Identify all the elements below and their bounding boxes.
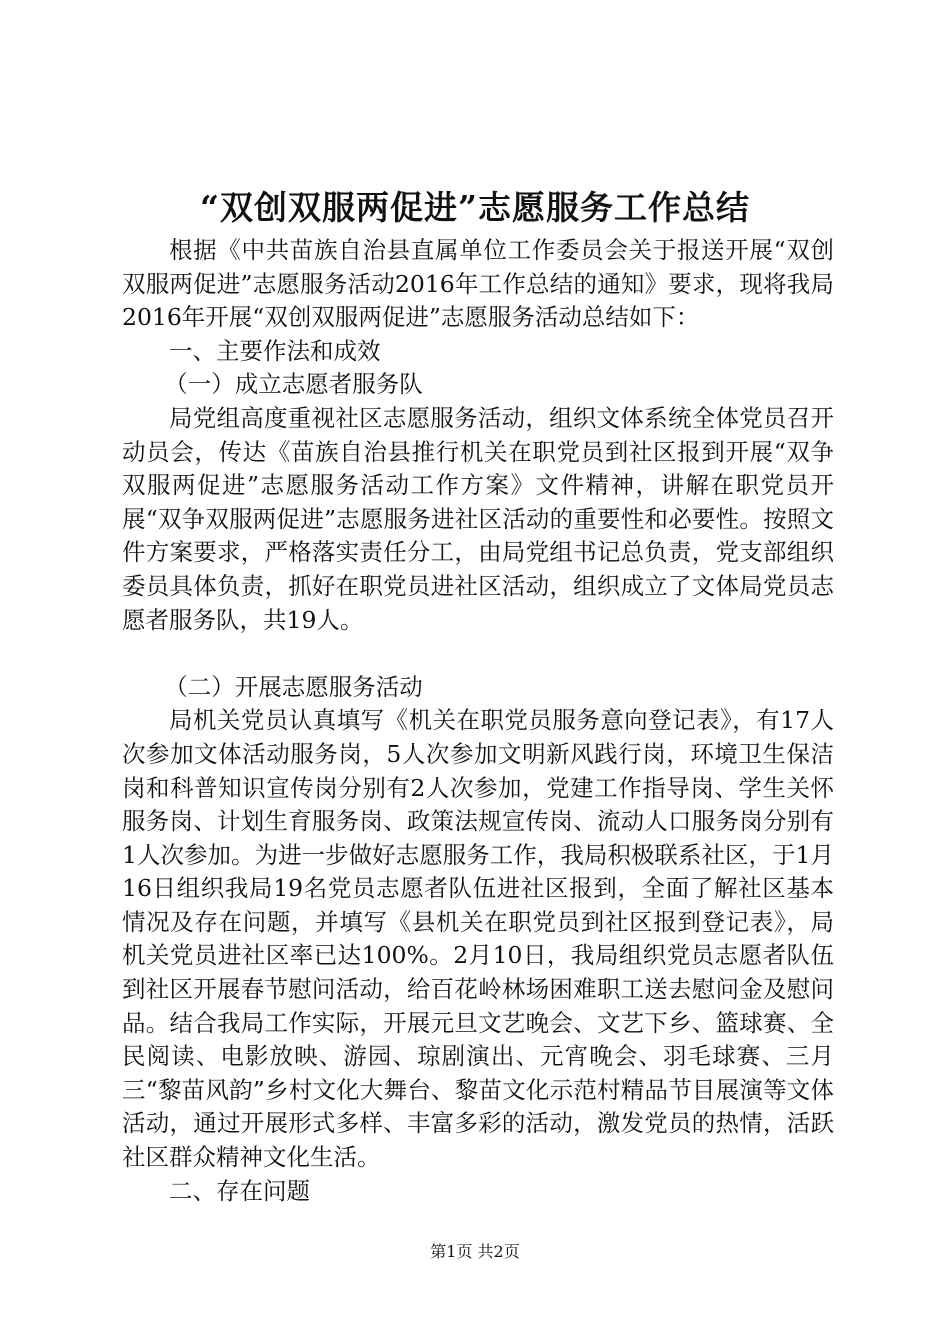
document-body: [122, 234, 834, 1208]
subsection-paragraph-2: 局机关党员认真填写《机关在职党员服务意向登记表》，有17人次参加文体活动服务岗，5人次参加文明新风践行岗，环境卫生保洁岗和科普知识宣传岗分别有2人次参加，党建工作指导岗、学生关怀服务岗、计划生育服务岗、政策法规宣传岗、流动人口服务岗分别有1人次参加。为进一步做好志愿服务工作，我局积极联系社区，于1月16日组织我局19名党员志愿者队伍进社区报到，全面了解社区基本情况及存在问题，并填写《县机关在职党员到社区报到登记表》，局机关党员进社区率已达100%。2月10日，我局组织党员志愿者队伍到社区开展春节慰问活动，给百花岭林场困难职工送去慰问金及慰问品。结合我局工作实际，开展元旦文艺晚会、文艺下乡、篮球赛、全民阅读、电影放映、游园、琼剧演出、元宵晚会、羽毛球赛、三月三“黎苗风韵”乡村文化大舞台、黎苗文化示范村精品节目展演等文体活动，通过开展形式多样、丰富多彩的活动，激发党员的热情，活跃社区群众精神文化生活。: [122, 706, 834, 1172]
document-title: “双创双服两促进”志愿服务工作总结: [200, 188, 750, 227]
section-heading-2: 二、存在问题: [169, 1176, 310, 1205]
subsection-paragraph-1: 局党组高度重视社区志愿服务活动，组织文体系统全体党员召开动员会，传达《苗族自治县推行机关在职党员到社区报到开展“双争双服两促进”志愿服务活动工作方案》文件精神，讲解在职党员开展“双争双服两促进”志愿服务进社区活动的重要性和必要性。按照文件方案要求，严格落实责任分工，由局党组书记总负责，党支部组织委员具体负责，抓好在职党员进社区活动，组织成立了文体局党员志愿者服务队，共19人。: [122, 403, 834, 634]
intro-paragraph: 根据《中共苗族自治县直属单位工作委员会关于报送开展“双创双服两促进”志愿服务活动2016年工作总结的通知》要求，现将我局2016年开展“双创双服两促进”志愿服务活动总结如下：: [122, 236, 834, 332]
section-heading-1: 一、主要作法和成效: [169, 336, 381, 365]
paragraph-gap: [122, 637, 834, 671]
subsection-heading-2: （二）开展志愿服务活动: [164, 672, 423, 701]
subsection-heading-1: （一）成立志愿者服务队: [164, 370, 423, 399]
page-footer: 第1页 共2页: [430, 1242, 520, 1261]
